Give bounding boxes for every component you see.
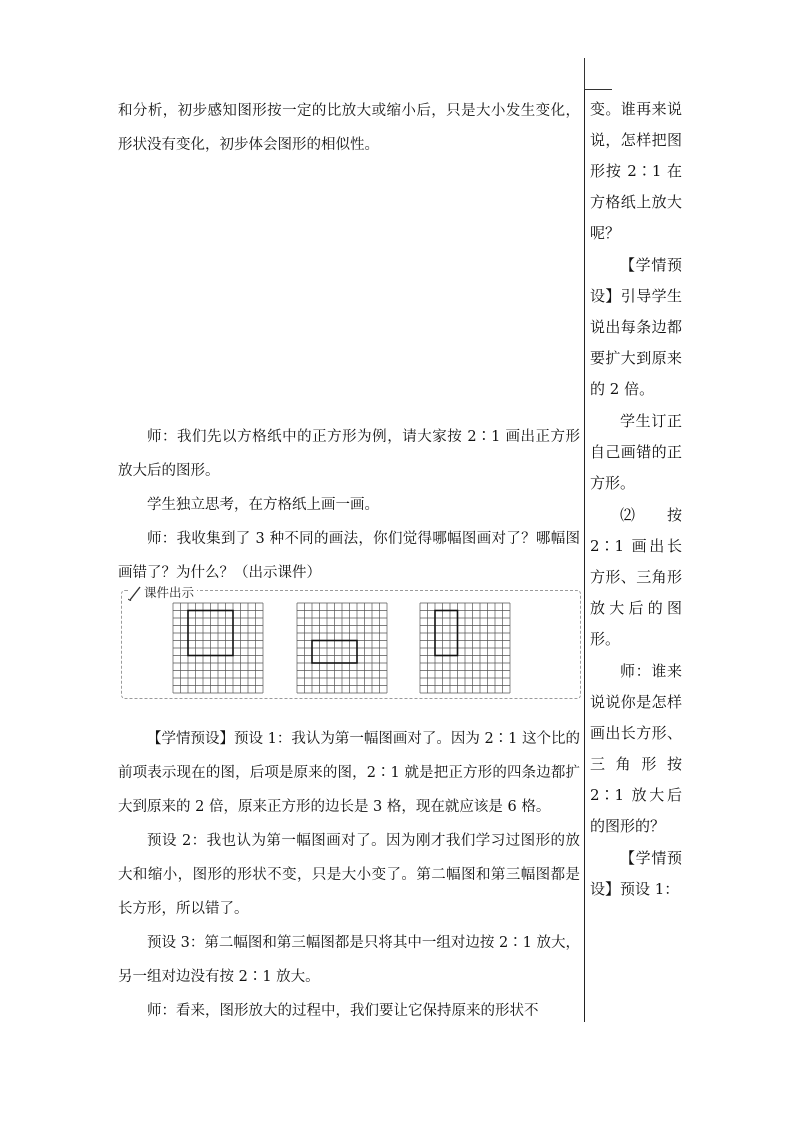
grid-figure-3 (419, 602, 511, 694)
corner-mark-top (584, 58, 585, 90)
courseware-label (128, 585, 197, 601)
side-column (590, 90, 682, 906)
paragraph-teacher-task: 师：我们先以方格纸中的正方形为例，请大家按 2∶1 画出正方形放大后的图形。 (118, 429, 580, 479)
side-paragraph-1: 变。谁再来说说，怎样把图形按 2∶1 在方格纸上放大呢？ (590, 100, 682, 242)
paragraph-intro: 和分析，初步感知图形按一定的比放大或缩小后，只是大小发生变化，形状没有变化，初步体会图形的相似性。 (118, 103, 580, 153)
pencil-icon (128, 585, 142, 601)
side-paragraph-2: 【学情预设】引导学生说出每条边都要扩大到原来的 2 倍。 (590, 256, 682, 398)
column-divider (584, 90, 585, 1022)
paragraph-preset-1: 【学情预设】预设 1：我认为第一幅图画对了。因为 2∶1 这个比的前项表示现在的图，后项是原来的图，2∶1 就是把正方形的四条边都扩大到原来的 2 倍，原来正方形的边长是 3 格，现在就应该是 6 格。 (118, 731, 581, 815)
paragraph-student-work: 学生独立思考，在方格纸上画一画。 (147, 497, 379, 513)
paragraph-preset-3: 预设 3：第二幅图和第三幅图都是只将其中一组对边按 2∶1 放大，另一组对边没有按 2∶1 放大。 (118, 935, 581, 985)
blank-space (118, 162, 580, 420)
grid-figure-1 (172, 602, 264, 694)
side-paragraph-3: 学生订正自己画错的正方形。 (590, 412, 682, 492)
paragraph-teacher-question: 师：我收集到了 3 种不同的画法，你们觉得哪幅图画对了？哪幅图画错了？为什么？（出示课件） (118, 531, 580, 581)
courseware-box (121, 585, 581, 699)
paragraph-teacher-conclusion: 师：看来，图形放大的过程中，我们要让它保持原来的形状不 (147, 1003, 539, 1019)
paragraph-preset-2: 预设 2：我也认为第一幅图画对了。因为刚才我们学习过图形的放大和缩小，图形的形状不变，只是大小变了。第二幅图和第三幅图都是长方形，所以错了。 (118, 833, 580, 917)
side-paragraph-5: 师：谁来说说你是怎样画出长方形、三角形按 2∶1 放大后的图形的？ (590, 662, 682, 835)
main-column (118, 90, 580, 1028)
courseware-label-text: 课件出示 (144, 585, 195, 600)
side-paragraph-4: ⑵ 按 2∶1 画出长方形、三角形放大后的图形。 (590, 506, 682, 648)
side-paragraph-6: 【学情预设】预设 1： (590, 849, 682, 898)
grid-figure-2 (296, 602, 388, 694)
